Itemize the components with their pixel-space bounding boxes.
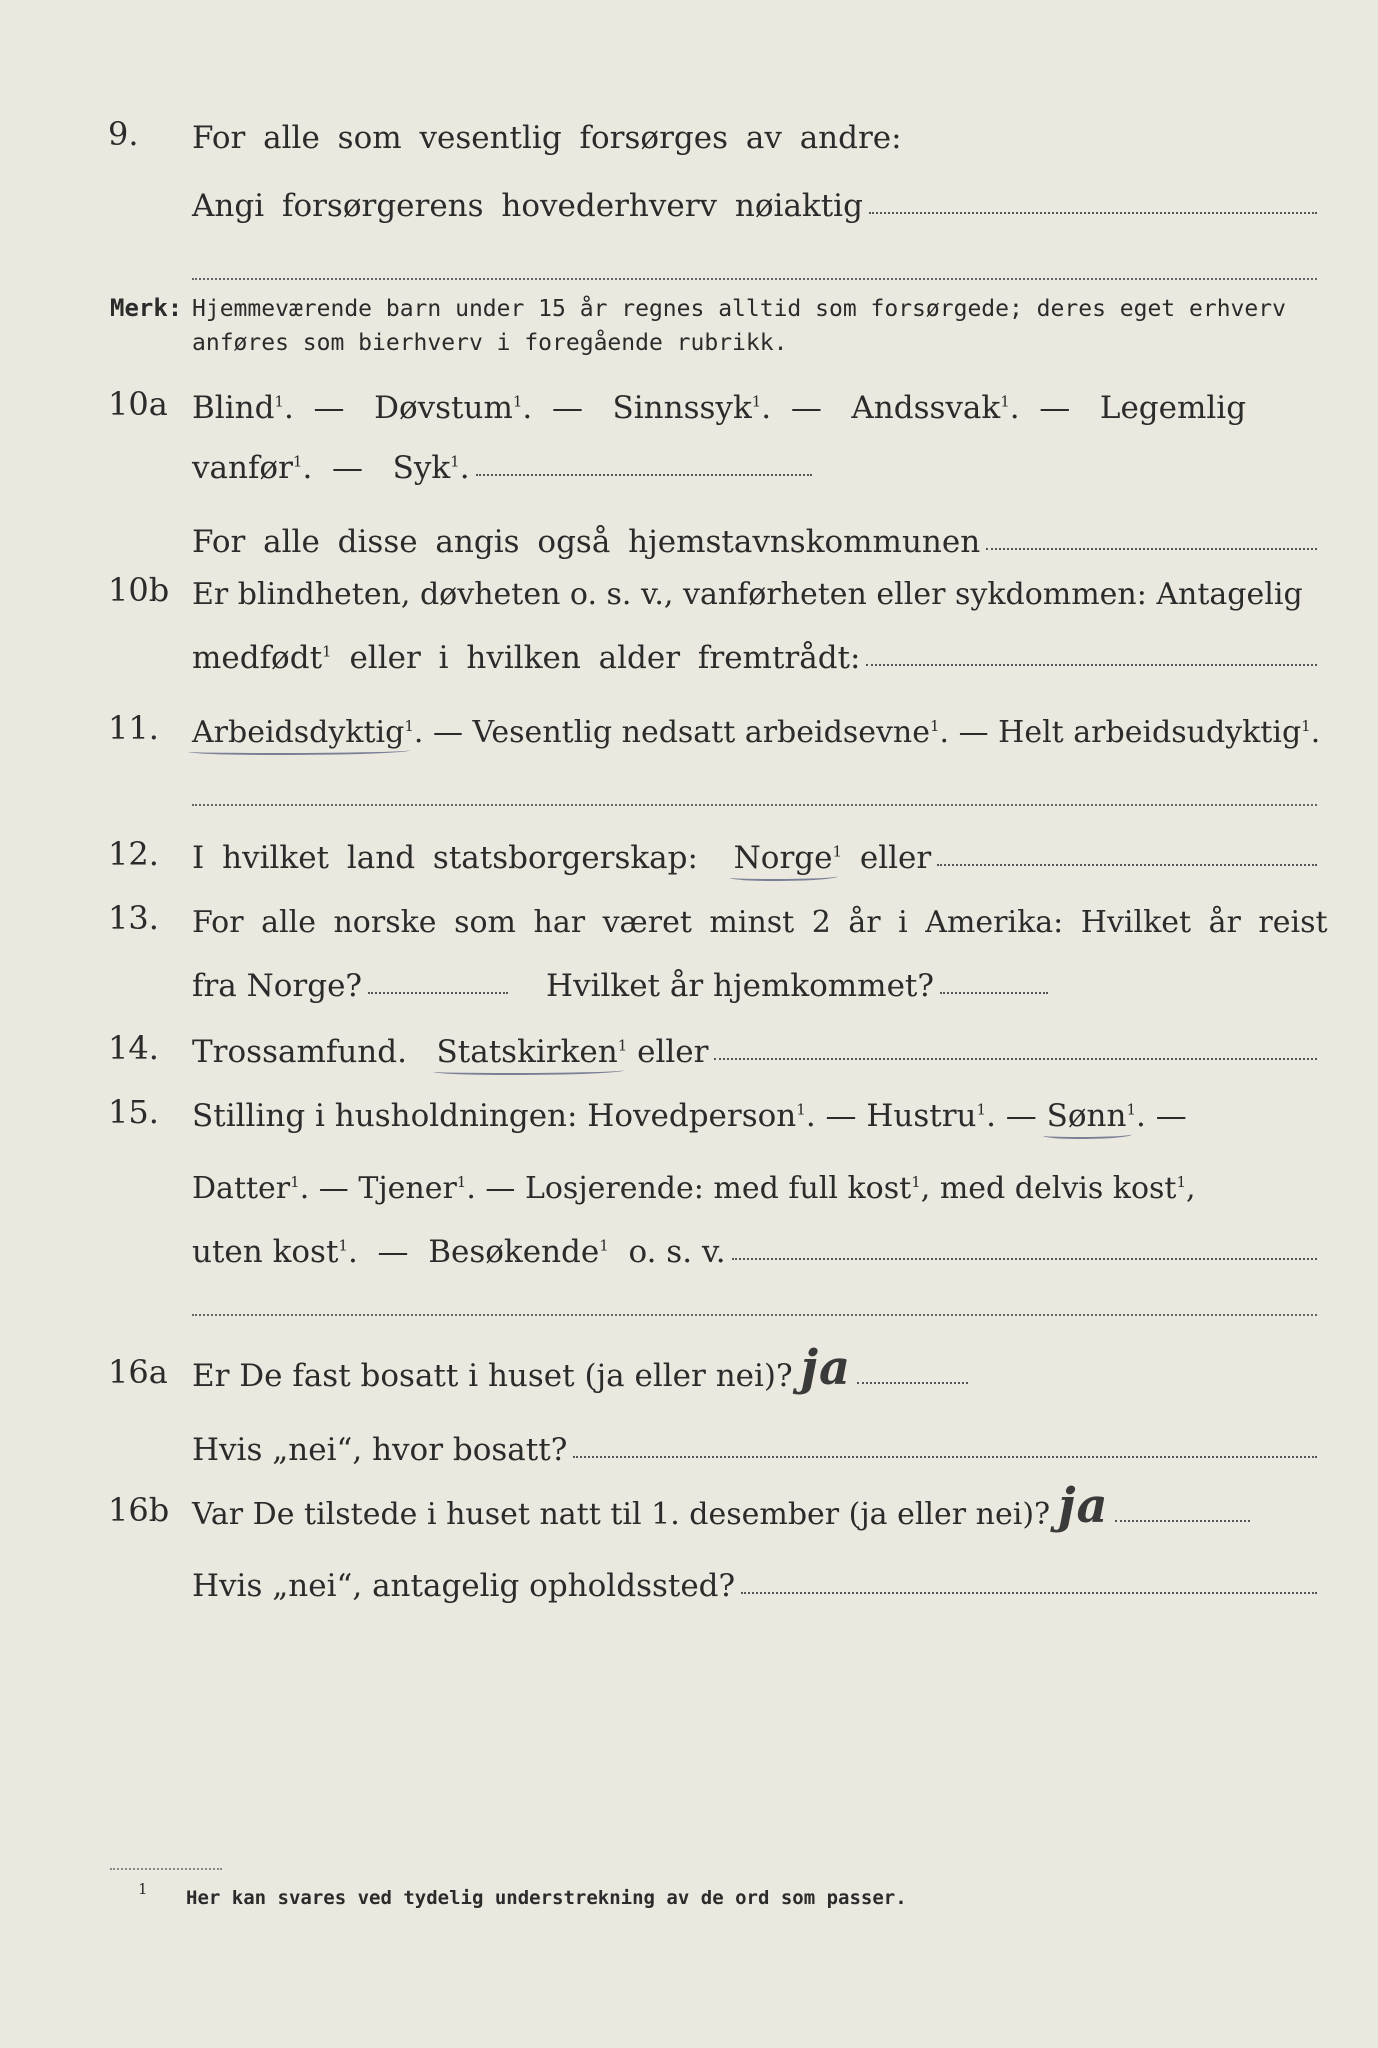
q15-line2 <box>192 1150 1317 1204</box>
footnote-ref: 1 <box>450 452 460 471</box>
q10a-options-line2: vanfør$^1$. — Syk$^1$. <box>192 450 470 486</box>
option-hustru[interactable]: Hustru <box>866 1098 977 1134</box>
q10b-text2 <box>192 640 861 676</box>
q16b-opholdssted-field[interactable] <box>741 1592 1317 1594</box>
merk-line2: anføres som bierhverv i foregående rubrikk. <box>192 330 788 356</box>
option-syk[interactable]: Syk <box>392 450 451 486</box>
q16b-handwritten-answer[interactable]: ja <box>1058 1478 1109 1534</box>
q10a-options-line1: Blind$^1$. — Døvstum$^1$. — Sinnssyk$^1$. — Andssvak$^1$. — Legemlig <box>192 390 1247 426</box>
q13-line1 <box>192 884 1328 940</box>
q15-options-line2: Datter$^1$. — Tjener$^1$. — Losjerende: med full kost$^1$, med delvis kost$^1$, <box>192 1171 1196 1206</box>
footnote-text: Her kan svares ved tydelig understrekning av de ord som passer. <box>186 1887 907 1909</box>
q14-line1 <box>192 1014 1317 1068</box>
q11-options: Arbeidsdyktig$^1$. — Vesentlig nedsatt arbeidsevne$^1$. — Helt arbeidsudyktig$^1$. <box>192 715 1321 750</box>
footnote-ref: 1 <box>1126 1100 1137 1119</box>
footnote-ref: 1 <box>976 1100 987 1119</box>
option-legemlig[interactable]: Legemlig <box>1099 390 1247 426</box>
q13-fra-norge: fra Norge? <box>192 968 363 1004</box>
option-statskirken[interactable]: Statskirken <box>436 1034 618 1070</box>
q10a-line2 <box>192 430 812 484</box>
q16a-line2 <box>192 1412 1317 1466</box>
q16a-handwritten-answer[interactable]: ja <box>800 1340 852 1396</box>
q16b-line2 <box>192 1548 1317 1602</box>
q16a-number: 16a <box>108 1353 168 1391</box>
option-tjener[interactable]: Tjener <box>358 1171 457 1206</box>
option-dovstum[interactable]: Døvstum <box>374 390 513 426</box>
footnote-rule <box>110 1868 222 1870</box>
q9-line1 <box>192 100 1317 154</box>
option-norge[interactable]: Norge <box>733 840 833 876</box>
merk-label: Merk: <box>110 294 183 322</box>
footnote-ref: 1 <box>456 1173 467 1191</box>
q16a-bosatt-field[interactable] <box>573 1456 1317 1458</box>
q13-reist-field[interactable] <box>368 992 508 994</box>
q16b-number: 16b <box>108 1491 170 1529</box>
q15-options-line3: uten kost$^1$. — Besøkende$^1$ o. s. v. <box>192 1234 726 1270</box>
option-andssvak[interactable]: Andssvak <box>851 390 1001 426</box>
q11-answer-line[interactable] <box>192 804 1317 806</box>
footnote-ref: 1 <box>274 392 284 411</box>
q13-line2 <box>192 948 1048 1002</box>
footnote-ref: 1 <box>1000 392 1010 411</box>
option-arbeidsdyktig[interactable]: Arbeidsdyktig <box>192 715 405 750</box>
option-besokende[interactable]: Besøkende <box>428 1234 600 1270</box>
q13-number: 13. <box>108 899 159 937</box>
q9-number: 9. <box>108 115 139 153</box>
option-vesentlig-nedsatt[interactable]: Vesentlig nedsatt arbeidsevne <box>472 715 930 750</box>
q10b-line2 <box>192 620 1317 674</box>
q10a-text3: For alle disse angis også hjemstavnskommunen <box>192 524 981 560</box>
q11-number: 11. <box>108 709 159 747</box>
q9-line2 <box>192 168 1317 222</box>
q12-question: I hvilket land statsborgerskap: <box>192 840 698 876</box>
footnote-ref: 1 <box>404 717 414 735</box>
q15-line1 <box>192 1078 1317 1132</box>
footnote-ref: 1 <box>1301 717 1311 735</box>
q13-hjemkommet: Hvilket år hjemkommet? <box>546 968 935 1004</box>
footnote-ref: 1 <box>911 1173 921 1191</box>
q10a-number: 10a <box>108 385 168 423</box>
q15-options-line1: Stilling i husholdningen: Hovedperson$^1$. — Hustru$^1$. — Sønn$^1$. — <box>192 1098 1187 1134</box>
q16b-text2: Hvis „nei“, antagelig opholdssted? <box>192 1568 736 1604</box>
q15-osv: o. s. v. <box>628 1234 726 1270</box>
q12-line1 <box>192 820 1317 874</box>
option-medfodt[interactable]: medfødt <box>192 640 323 676</box>
q16a-answer-field[interactable] <box>857 1382 968 1384</box>
q15-answer-line[interactable] <box>192 1314 1317 1316</box>
footnote-ref: 1 <box>832 842 843 861</box>
footnote-ref: 1 <box>338 1236 348 1255</box>
q16a-text2: Hvis „nei“, hvor bosatt? <box>192 1432 568 1468</box>
option-helt-arbeidsudyktig[interactable]: Helt arbeidsudyktig <box>998 715 1302 750</box>
footnote-ref: 1 <box>599 1236 609 1255</box>
footnote-ref: 1 <box>796 1100 806 1119</box>
q16a-text1: Er De fast bosatt i huset (ja eller nei)? <box>192 1358 793 1394</box>
merk-line1: Hjemmeværende barn under 15 år regnes alltid som forsørgede; deres eget erhverv <box>192 296 1286 322</box>
footnote-ref: 1 <box>292 452 303 471</box>
q11-line1 <box>192 694 1321 750</box>
q9-answer-field[interactable] <box>869 212 1317 214</box>
q15-line3 <box>192 1214 1317 1268</box>
q12-number: 12. <box>108 835 159 873</box>
footnote-ref: 1 <box>1176 1173 1187 1191</box>
option-hovedperson[interactable]: Stilling i husholdningen: Hovedperson <box>192 1098 797 1134</box>
option-vanfor[interactable]: vanfør <box>192 450 293 486</box>
option-blind[interactable]: Blind <box>192 390 275 426</box>
q10b-text1: Er blindheten, døvheten o. s. v., vanførheten eller sykdommen: Antagelig <box>192 577 1303 612</box>
q14-number: 14. <box>108 1029 159 1067</box>
q12-other-country-field[interactable] <box>937 864 1317 866</box>
q14-other-faith-field[interactable] <box>714 1058 1317 1060</box>
q15-other-field[interactable] <box>732 1258 1317 1260</box>
q9-extra-answer-line[interactable] <box>192 278 1317 280</box>
option-losjerende-full-kost[interactable]: Losjerende: med full kost <box>524 1171 912 1206</box>
q13-hjemkommet-field[interactable] <box>940 992 1048 994</box>
option-uten-kost[interactable]: uten kost <box>192 1234 339 1270</box>
q14-eller: eller <box>637 1034 709 1070</box>
q10a-line3 <box>192 504 1317 558</box>
footnote-ref: 1 <box>751 392 762 411</box>
q10a-hjemstavn-field[interactable] <box>986 548 1317 550</box>
q16a-line1 <box>192 1338 968 1396</box>
option-sinnssyk[interactable]: Sinnssyk <box>612 390 752 426</box>
q10a-syk-field[interactable] <box>476 474 812 476</box>
footnote-mark: 1 <box>138 1880 148 1898</box>
q10b-line1 <box>192 556 1317 610</box>
q9-text2: Angi forsørgerens hovederhverv nøiaktig <box>192 188 863 224</box>
footnote-ref: 1 <box>930 717 940 735</box>
q15-number: 15. <box>108 1093 159 1131</box>
footnote-ref: 1 <box>512 392 523 411</box>
q12-text <box>192 840 932 876</box>
q10b-answer-field[interactable] <box>866 664 1317 666</box>
q9-text1: For alle som vesentlig forsørges av andre: <box>192 120 902 156</box>
option-sonn[interactable]: Sønn <box>1046 1098 1127 1134</box>
q16b-answer-field[interactable] <box>1115 1520 1250 1522</box>
q10a-line1 <box>192 370 1317 424</box>
q14-text <box>192 1034 709 1070</box>
q13-text1: For alle norske som har været minst 2 år i Amerika: Hvilket år reist <box>192 905 1328 940</box>
q12-eller: eller <box>859 840 932 876</box>
q14-trossamfund: Trossamfund. <box>192 1034 407 1070</box>
footnote-ref: 1 <box>322 642 332 661</box>
q10b-text2-rest: eller i hvilken alder fremtrådt: <box>349 640 861 676</box>
q16b-text1: Var De tilstede i huset natt til 1. desember (ja eller nei)? <box>192 1497 1051 1532</box>
q10b-number: 10b <box>108 571 170 609</box>
q16b-line1 <box>192 1476 1250 1534</box>
footnote-ref: 1 <box>617 1036 628 1055</box>
option-datter[interactable]: Datter <box>192 1171 291 1206</box>
option-delvis-kost[interactable]: med delvis kost <box>939 1171 1177 1206</box>
footnote-ref: 1 <box>290 1173 300 1191</box>
